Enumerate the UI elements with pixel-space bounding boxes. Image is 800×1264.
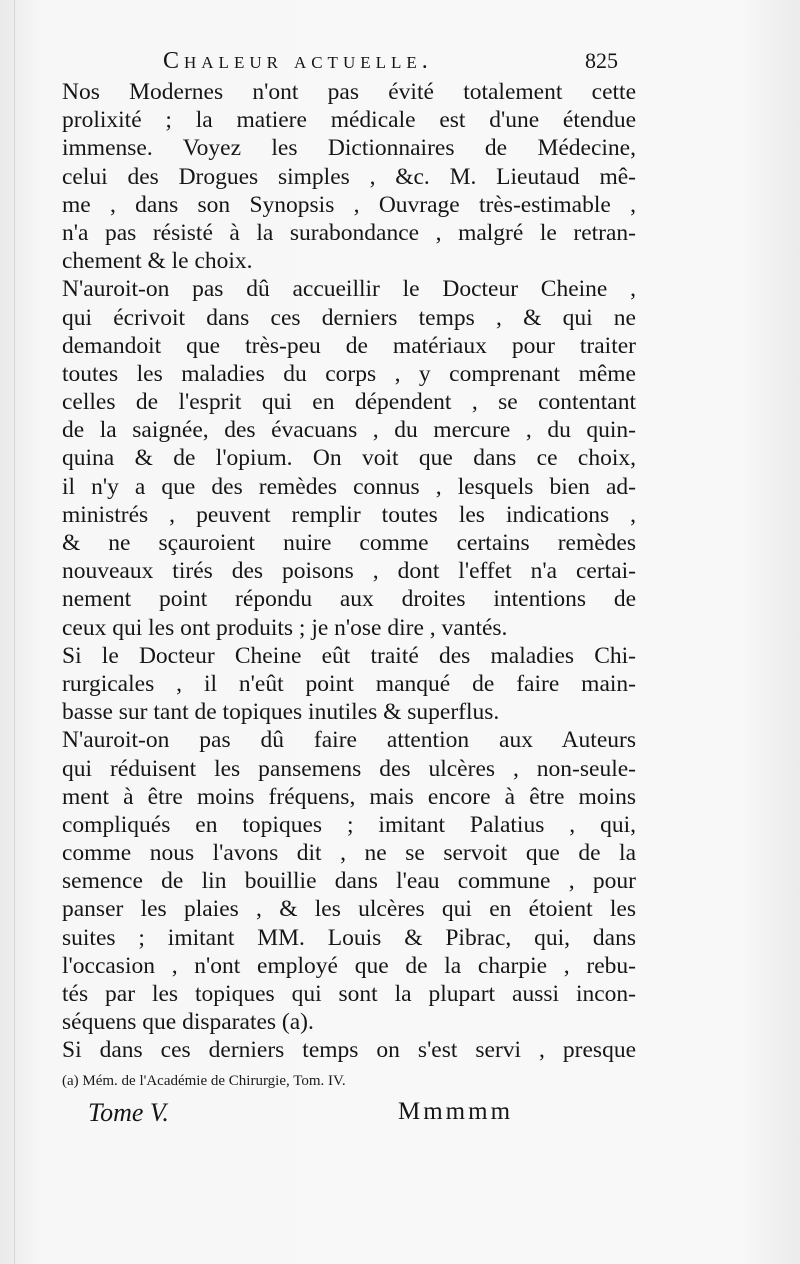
page-number: 825	[585, 48, 618, 73]
text-line: nouveaux tirés des poisons , dont l'effet n'a certai-	[62, 558, 636, 585]
text-line: de la saignée, des évacuans , du mercure , du quin-	[62, 417, 636, 444]
text-line: tés par les topiques qui sont la plupart aussi incon-	[62, 981, 636, 1007]
text-line: toutes les maladies du corps , y comprenant même	[62, 360, 636, 387]
text-line: qui écrivoit dans ces derniers temps , & qui ne	[62, 304, 636, 331]
text-line: ceux qui les ont produits ; je n'ose dire , vantés.	[62, 614, 508, 641]
text-line: nement point répondu aux droites intentions de	[62, 586, 636, 613]
text-line: demandoit que très-peu de matériaux pour traiter	[62, 332, 636, 359]
text-line: comme nous l'avons dit , ne se servoit que de la	[62, 840, 636, 867]
volume-label: Tome V.	[88, 1098, 169, 1127]
text-line: celui des Drogues simples , &c. M. Lieutaud mê-	[62, 163, 636, 190]
page-edge-shadow	[14, 0, 15, 1264]
text-line: il n'y a que des remèdes connus , lesquels bien ad-	[62, 473, 636, 500]
text-line: compliqués en topiques ; imitant Palatius , qui,	[62, 811, 636, 838]
body-text	[62, 78, 636, 1065]
text-line: qui réduisent les pansemens des ulcères , non-seule-	[62, 755, 636, 782]
footnote: (a) Mém. de l'Académie de Chirurgie, Tom. IV.	[62, 1073, 346, 1089]
text-line: ment à être moins fréquens, mais encore à être moins	[62, 783, 636, 810]
page-header	[0, 48, 800, 78]
text-line: celles de l'esprit qui en dépendent , se contentant	[62, 389, 636, 416]
text-line: semence de lin bouillie dans l'eau commune , pour	[62, 868, 636, 895]
text-line: Si le Docteur Cheine eût traité des maladies Chi-	[62, 642, 636, 669]
text-line: quina & de l'opium. On voit que dans ce choix,	[62, 445, 636, 472]
text-line: l'occasion , n'ont employé que de la charpie , rebu-	[62, 952, 636, 979]
text-line: basse sur tant de topiques inutiles & superflus.	[62, 699, 500, 726]
text-line: Si dans ces derniers temps on s'est servi , presque	[62, 1037, 636, 1064]
running-title: Chaleur actuelle.	[163, 48, 433, 74]
text-line: prolixité ; la matiere médicale est d'une étendue	[62, 107, 636, 134]
text-line: panser les plaies , & les ulcères qui en étoient les	[62, 896, 636, 923]
text-line: ministrés , peuvent remplir toutes les indications ,	[62, 501, 636, 528]
text-line: & ne sçauroient nuire comme certains remèdes	[62, 530, 636, 556]
text-line: N'auroit-on pas dû accueillir le Docteur Cheine ,	[62, 276, 636, 303]
text-line: N'auroit-on pas dû faire attention aux Auteurs	[62, 727, 636, 754]
text-line: immense. Voyez les Dictionnaires de Médecine,	[62, 135, 636, 162]
text-line: Nos Modernes n'ont pas évité totalement cette	[62, 79, 636, 105]
printer-signature: Mmmmm	[398, 1098, 514, 1125]
page-footer	[0, 1098, 800, 1132]
text-line: chement & le choix.	[62, 248, 253, 275]
text-line: suites ; imitant MM. Louis & Pibrac, qui, dans	[62, 924, 636, 951]
text-line: séquens que disparates (a).	[62, 1009, 314, 1036]
text-line: rurgicales , il n'eût point manqué de faire main-	[62, 670, 636, 697]
text-line: n'a pas résisté à la surabondance , malgré le retran-	[62, 219, 636, 246]
text-line: me , dans son Synopsis , Ouvrage très-estimable ,	[62, 191, 636, 218]
